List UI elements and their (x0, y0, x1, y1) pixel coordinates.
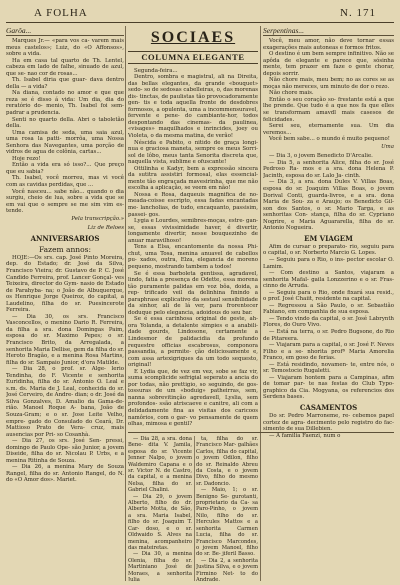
paragraph: Do sr. Pedro Marroneme, re- cebemos papel cortez de agra- decimento pelo registro do fac- simento de sua Dillebien. (263, 412, 394, 433)
paragraph: Você, meu amor, não deve tornar essas exagerações mais autoneas e formos fritos. (263, 38, 394, 51)
issue-number: N. 171 (340, 7, 376, 19)
lower-left-column (128, 436, 192, 581)
page-header (6, 6, 394, 22)
paragraph: Ha em casa tal quarto de Th. Lentel, cabeza em lado de falhe, sinuado de azul, que se- nao cor de rosas... (6, 57, 124, 77)
paragraph: Uma camisa de seda, uma saia azul, uma rosa la patti- morrôa, uma Nossa Senhora das Navegantes, uma porção de vidros de agua de colônia, cartas... (6, 129, 124, 156)
paragraph: Néscida e Pabito, o nitido de graça longi- nua e graciosa maneta, sempre os meus Sorri- sol de lôbo, meus tanta Senorita discreta que, naquella vista, sublime e ofuscante! (128, 139, 258, 166)
paragraph: — Dia 29, o jovem Alberto, filho do dr. Alberto Motta, de São, a sra. Maria Isabel, filho do sr. Joaquim T. Car- doso, e o sr. Oldwaido S. Alves na menina, acompanheiro das mateiretas. (128, 493, 192, 551)
section-heading-travel: EM VIAGEM (304, 233, 353, 243)
paragraph: — Dia 27, os srs. José Sen- pressi, domingo de Paulo Ope- são Junior, a jovem Diseide, filha do sr. Nicolau P. Urbs, e a menina Ritinha de Souza. (6, 438, 124, 464)
paragraph: Você nasceu... sabe não... quando o dia surgiu, cheio de lua, sobre a vida que se em vai que o sempre se me sim vim es- tende. (6, 188, 124, 215)
paragraph: Tens a Elsa, encantomente da nossa Phi- chut, uma Tosa, menina anuavel de cabellos pu- xados, outra, Elza, elegancia de moreno pequeno, mostrando tambem a todos! (128, 244, 258, 270)
paragraph: — Seguiu para o Rio, onde fixará sua resid., o prof. José Chaiit, residente na capital. (263, 289, 394, 303)
column-divider (260, 26, 261, 581)
paragraph: — Seguiu para o Rio, o ins- pector escolar O. Lamim. (263, 256, 394, 270)
column-right (263, 26, 394, 581)
paragraph: Serei seu, eternamente sua. Um dia veremos... (263, 123, 394, 136)
section-heading-weddings: CASAMENTOS (299, 402, 358, 412)
paragraph: — Dia 26, a menina Mary de Souza Rangel, filha do sr. Antonio Rangel, do N. do «O Amor dos». Mariet. (6, 464, 124, 484)
paragraph: — A familia Faenzi, num o (269, 432, 341, 439)
paragraph: — Dia 3, a sra. dona Dules V. Villas Boas, esposa do sr. Joaquim Villas Boas, o jovem Dorival Conti, guarda-livros, e a sra. dona Maria de Sou- za e Araujo; os Benedicto Gil- son dos Santos, o sr. Mario Targa, e as senhoritas Con- stança, filha do sr. Cypriano Nogrire, e Maria Aguararella, filha do sr. Antonio Nogueira. (263, 179, 394, 232)
column-left (6, 26, 124, 581)
section-title-garoa: Garôa... (6, 26, 124, 36)
transcription-note: Pela transcripção.» (71, 215, 124, 222)
author-signature: Uma (381, 143, 394, 150)
paragraph: — Dia 3, o jovem Benedicto D'Arcalie. (269, 153, 373, 160)
paragraph: Afim de cursar o preparato- rio, seguiu para o capital, o sr. Norberto Marcio G. Lopes. (263, 243, 394, 257)
section-subheading: Fazem annos: (38, 244, 92, 254)
section-heading-anniversaries: ANNIVERSARIOS (30, 233, 100, 243)
paragraph: — Maio, 1; o sr. Benigno Se- gurotanti, proprietario da Ca- sa Paro-Pinho, o jovem Nilo, filho do sr. Hercules Mattos e a senhorita Carmen Lucia, filha do sr. Francisco Marcondes, o jovem Manoel, filho do sr. Be- jiferil Basso. (196, 487, 258, 558)
paragraph: E Lydia que, de vez em vez, sobe se faz vir, suma scomplicide sefrigial seperato a ancia do por todas, não prettigio, so seguindo, de gos- tossuras de um «boduig» patheirras, sem, nanna sobrevitinção agredavell, Lyslia, sem profondos- ssão atriscaeve e canitre, ali com a delidadamente fina as visitas dos caricoos namôrios, com o gar- vo pensamente de quem olhas, mimosa e gentil? (128, 368, 258, 428)
author-signature: Liz de Reloes (87, 225, 124, 232)
paragraph: Hoje rezo! (12, 155, 41, 162)
paragraph: — Dia 30, os srs. Francisco Vasconcellos, o menino Dario R. Ferreira, da filha a sra. dona Domingas Paim, esposa do sr. Maximo Pepes; o sr. Francisco Brito, da Arregalada, a senhorita Maria Dellise, gem da filha do sr. Heroto Bragão, e a menina Rosa Martins, filha do sr. Sampaio Junior, d'ora Matilde. (6, 313, 124, 366)
paragraph: Na diana, contado no amor e que que reza se é disso á vida: Um dia, dia do reratório do- menio, Th. Isabel foi sem- padrar a prudencia. (6, 90, 124, 117)
paragraph: Lygia e Lourdes, semibres-moças, estre- gan-se, essas vivissimidade haver, é divertir, longamente divertir, nesse bouquezinho de anuar maravilhoso! (128, 218, 258, 244)
paragraph: Então a vida era só isso?... Que preço que eu sabia? (6, 162, 124, 175)
lower-right-column (196, 436, 258, 581)
paragraph: Você bem sabe... o mundo é muito pequeno! (269, 136, 390, 143)
paragraph: ta, filha do sr. Francisco Mar- galhães Carlos, filha do capital, o jovem Odilon, filho do sr. Reinaldo Abreu da Costa, e o jovem Divo, filho do mesmo sr. Dadoncio. (196, 436, 258, 487)
header-rule (6, 22, 394, 23)
paragraph: — Dia 5, a senhorita Alice, filha do sr. José Pedroso Ra- mos e a sra. dona Helena P. Jacinth, esposa do sr. Lalo Ja- cinth. (263, 159, 394, 179)
paragraph: Segunda-feira... (134, 67, 178, 74)
paragraph: — Com destino a Santos, viajaram a senhorita Mafal- gaila Lonzzerino e o sr. Fras- cinno de Arruda. (263, 270, 394, 290)
column-divider (125, 26, 126, 581)
paragraph: Não chore mais. (269, 90, 314, 97)
section-heading-elegant-column: COLUMNA ELEGANTE (128, 51, 258, 64)
paragraph: — Viajaram para a capital, o sr. José F. Neves Filho e a se- nhorita profª Maria Amorelia Franco, em goso de ferias. (263, 342, 394, 362)
paragraph: HOJE:—Os srs. cap. José Pinto Moreira, dep. do Estado; dr. José da Silva, Francisco Vieira; dr. Gustavo de P. C. José Candido Ferreira, prof. Lancer Gonçal- ves Teixeira, director do Gym- nasio de Estado de Parahyba- na; o João de Albuquerque, os Henrique Jorge Queiroz, do capital, a Laudelino, filha do sr. Puesincerote Ferreira. (6, 254, 124, 314)
sociaes-masthead: SOCIAES (150, 29, 236, 46)
paragraph: — Dia 2, a senhorita Justina Silva, e o jovem Firmino Net- to do Andrade. (196, 557, 258, 581)
paragraph: — Está na terra, o sr. Pedro Bugsone, do Rio de Pitareera. (263, 328, 394, 342)
lower-section-rule (128, 432, 394, 433)
paragraph: — Viajaram hontem para a Campinas, afim de tomar par- te nas festas do Club Typo- graphico da Cia. Mogyana, os referencios dos Serdens bases. (263, 374, 394, 401)
paragraph: Se é essa carinhosa original de geste, ah- ora Yolanda, a detalente simpies e a anabili- dade gourds, Lindosone, certamente a Lindesmor de palidacidia da profundo requestre officias escabrosus, componora passandia, a permite- ção deliciosamente e, com assa artexigriques da um todo sequesto, original! (128, 316, 258, 369)
paragraph: — Está residindo, novamen- te, entre nós, o sr. Temostocio Rugaletti. (263, 361, 394, 375)
paragraph: Se é essa barboleta gentissa, agradavel, lindo, fatia a presença de Odette, essa morena tão puramente palidas em voz bôa, doida, a rep- trificado veil da delinhina finindo a paraphrase explicativo da sestaul sensibilidade da sinhor, ali de lá ver, para frorentecer doduque pelo elegancia, adoidous do seu bar. (128, 270, 258, 316)
column-center (128, 26, 258, 428)
paragraph: — Dia 28, a sra. dona Bene- dita V. Jamila, esposa do sr. Vicente Jenner Nalpo, o jovem Waldemiro Capana e o sr. Victor N. de Castro, da capital, e a menina Nelsa, filha do sr. Gabriel Chalini. (128, 436, 192, 494)
paragraph: Marques Jr.— «para vos ca- varem mais meus castelos»; Luiz, do «O Affonsos», sobre a vida. (6, 38, 124, 58)
paragraph: — Tendo vindo da capital, o sr. José Labrynth Flores, do Ouro Vivo. (263, 315, 394, 329)
newspaper-name: A FOLHA (34, 7, 88, 19)
paragraph: Th. Isabel diria que guar- dava dentro della — a vida? (6, 77, 124, 90)
paragraph: O destino é um bem sempre infinitivo. Não se apôda de elegante e parece que, sósinha mente, tem prazer em faze o gente chorar, depois sorrir. (263, 51, 394, 77)
paragraph: Ottilinha e Kadyr, bem a expressão sincera da sutitra assistiri formosal, elas essencial- mente tão engraçada mavesirinha, que me não escolha a aplicação, se veem em não! (128, 165, 258, 192)
paragraph: Não chore mais, meu bem; no as cores se as moças não mereces, um minuto de dor o rezo. (263, 77, 394, 90)
paragraph: Senti no quarto della. Abri o taboletão della. (6, 116, 124, 130)
section-title-serpentinas: Serpentinas... (263, 26, 394, 36)
paragraph: Th. Isabel, você morreu, mas vi você com as cavidas perdidas, que ... (6, 175, 124, 189)
paragraph: Então o seu coração so- frestante está a que lhe prende. Que tudo é a que nos fa que elles se transformam amavdl mais casesos de felicidades. (263, 96, 394, 123)
paragraph: Dentro, sombra e magistral, ali na Direita, das bellas elegantes, da grande «bouquet» sedo- so de sedosas cabelleiras, o, das morenas dis- tinctas, de paulistas tão provocadoramente gen- tis e toda aquella fronte de desdobres formosos, a opulenta, uma a incommensuravel, fervente e pene- do cambiante-hor, todos despontando das cinemas- da paulinea, «visages» maquilhados e inrincides, joey ou Violeta, o da mesma matina, de verão! (128, 74, 258, 140)
paragraph: — Dia 30, a menina Olenia, filha do sr. Martiniano José de Moraes, a senhorita Julia (128, 551, 192, 581)
column-divider (194, 436, 195, 581)
paragraph: — Dia 28, o prof. sr. Alge- lerio Tendinha, do F. Vicente e senhorita Euridinha, filha do sr. Antonio O. Leal e s.m. ds. Maria de J. Leal, conhecida do sr. José Cerveiro, de Andre- dian; o dr. José da Silva Gonzalves, D. Amalio da Gama-de- rião. Manoel Roque A- bana, João de Souza-Gram; e o sr. Jose Leite Velho, empre- gado do Consulado do Ceará, Dr. Mattioso Prato de Vera- cruz, mais ausencias por Pri- so Cosanhà. (6, 366, 124, 438)
paragraph: — Regressou a São Paulo, o sr. Sebastião Fabiano, em companhia de sua esposa. (263, 302, 394, 316)
paragraph: Nossa e Rosa, daqueuis magnifica de no- meada-coisse escripto, essa fadas encantadas me- lancholias, de tudo, encaquanto, passisim, passei- gos. (128, 191, 258, 218)
